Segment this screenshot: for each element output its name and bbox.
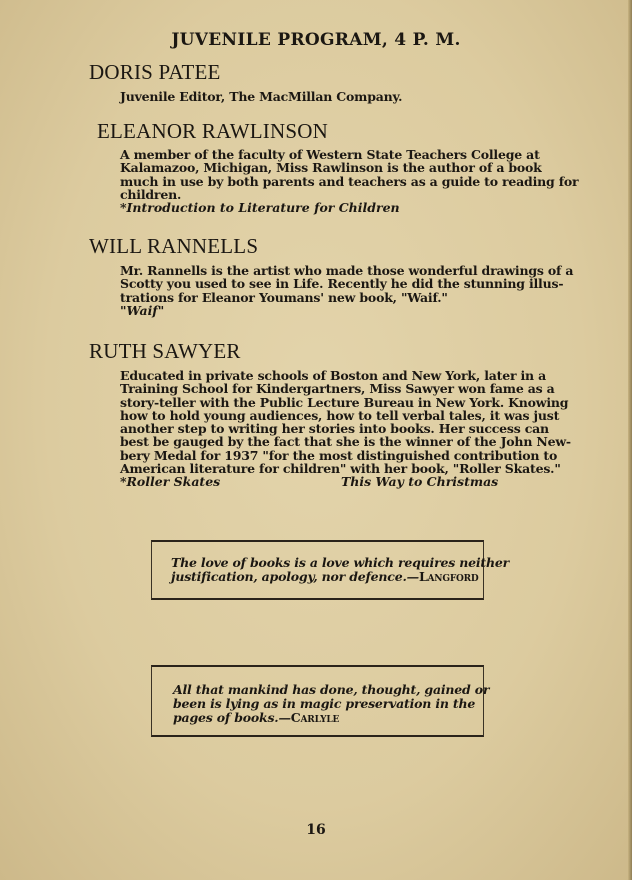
speaker-description-sawyer (120, 369, 571, 475)
text-line: American literature for children" with her book, "Roller Skates." (120, 461, 561, 477)
text-line: Training School for Kindergartners, Miss Sawyer won fame as a (120, 381, 555, 397)
text-line: how to hold young audiences, how to tell verbal tales, it was just (120, 407, 560, 423)
text-line: best be gauged by the fact that she is the winner of the John New- (120, 434, 571, 450)
text-line: Mr. Rannells is the artist who made those wonderful drawings of a (120, 263, 574, 278)
text-line: A member of the faculty of Western State Teachers College at (120, 147, 540, 162)
text-line: another step to writing her stories into books. Her success can (120, 421, 549, 437)
quote-line (171, 570, 509, 584)
text-line: Kalamazoo, Michigan, Miss Rawlinson is the author of a book (120, 160, 542, 176)
program-title: JUVENILE PROGRAM, 4 P. M. (171, 30, 461, 50)
text-line: bery Medal for 1937 "for the most distinguished contribution to (120, 447, 558, 463)
text-line: trations for Eleanor Youmans' new book, "Waif." (120, 289, 448, 305)
text-line: Educated in private schools of Boston and New York, later in a (120, 368, 546, 383)
book-title: *Introduction to Literature for Children (120, 200, 400, 215)
book-title: This Way to Christmas (341, 474, 499, 489)
quote-line (173, 711, 489, 725)
speaker-name-sawyer: RUTH SAWYER (89, 339, 241, 363)
quote-line-text: justification, apology, nor defence.— (171, 569, 419, 584)
page-number: 16 (306, 822, 326, 838)
speaker-name-rawlinson: ELEANOR RAWLINSON (97, 119, 328, 143)
quote-carlyle (173, 683, 489, 725)
quote-line: The love of books is a love which requires neither (171, 555, 510, 570)
speaker-name-patee: DORIS PATEE (89, 60, 221, 84)
quote-author: Carlyle (290, 710, 340, 725)
speaker-description-rannells (120, 264, 573, 304)
speaker-name-rannells: WILL RANNELLS (89, 234, 259, 258)
text-line: story-teller with the Public Lecture Bureau in New York. Knowing (120, 394, 569, 410)
speaker-description-rawlinson (120, 148, 578, 201)
quote-langford (171, 556, 509, 584)
book-title: "Waif" (120, 303, 165, 318)
speaker-description-patee: Juvenile Editor, The MacMillan Company. (120, 89, 403, 104)
quote-line-text: pages of books.— (173, 710, 291, 725)
quote-line: been is lying as in magic preservation in the (173, 696, 476, 711)
page-edge (628, 0, 632, 880)
book-title: *Roller Skates (120, 474, 221, 489)
quote-author: Langford (418, 569, 479, 584)
text-line: much in use by both parents and teachers as a guide to reading for (120, 173, 579, 189)
text-line: children. (120, 186, 182, 202)
quote-line: All that mankind has done, thought, gained or (173, 682, 490, 697)
text-line: Scotty you used to see in Life. Recently he did the stunning illus- (120, 276, 564, 292)
